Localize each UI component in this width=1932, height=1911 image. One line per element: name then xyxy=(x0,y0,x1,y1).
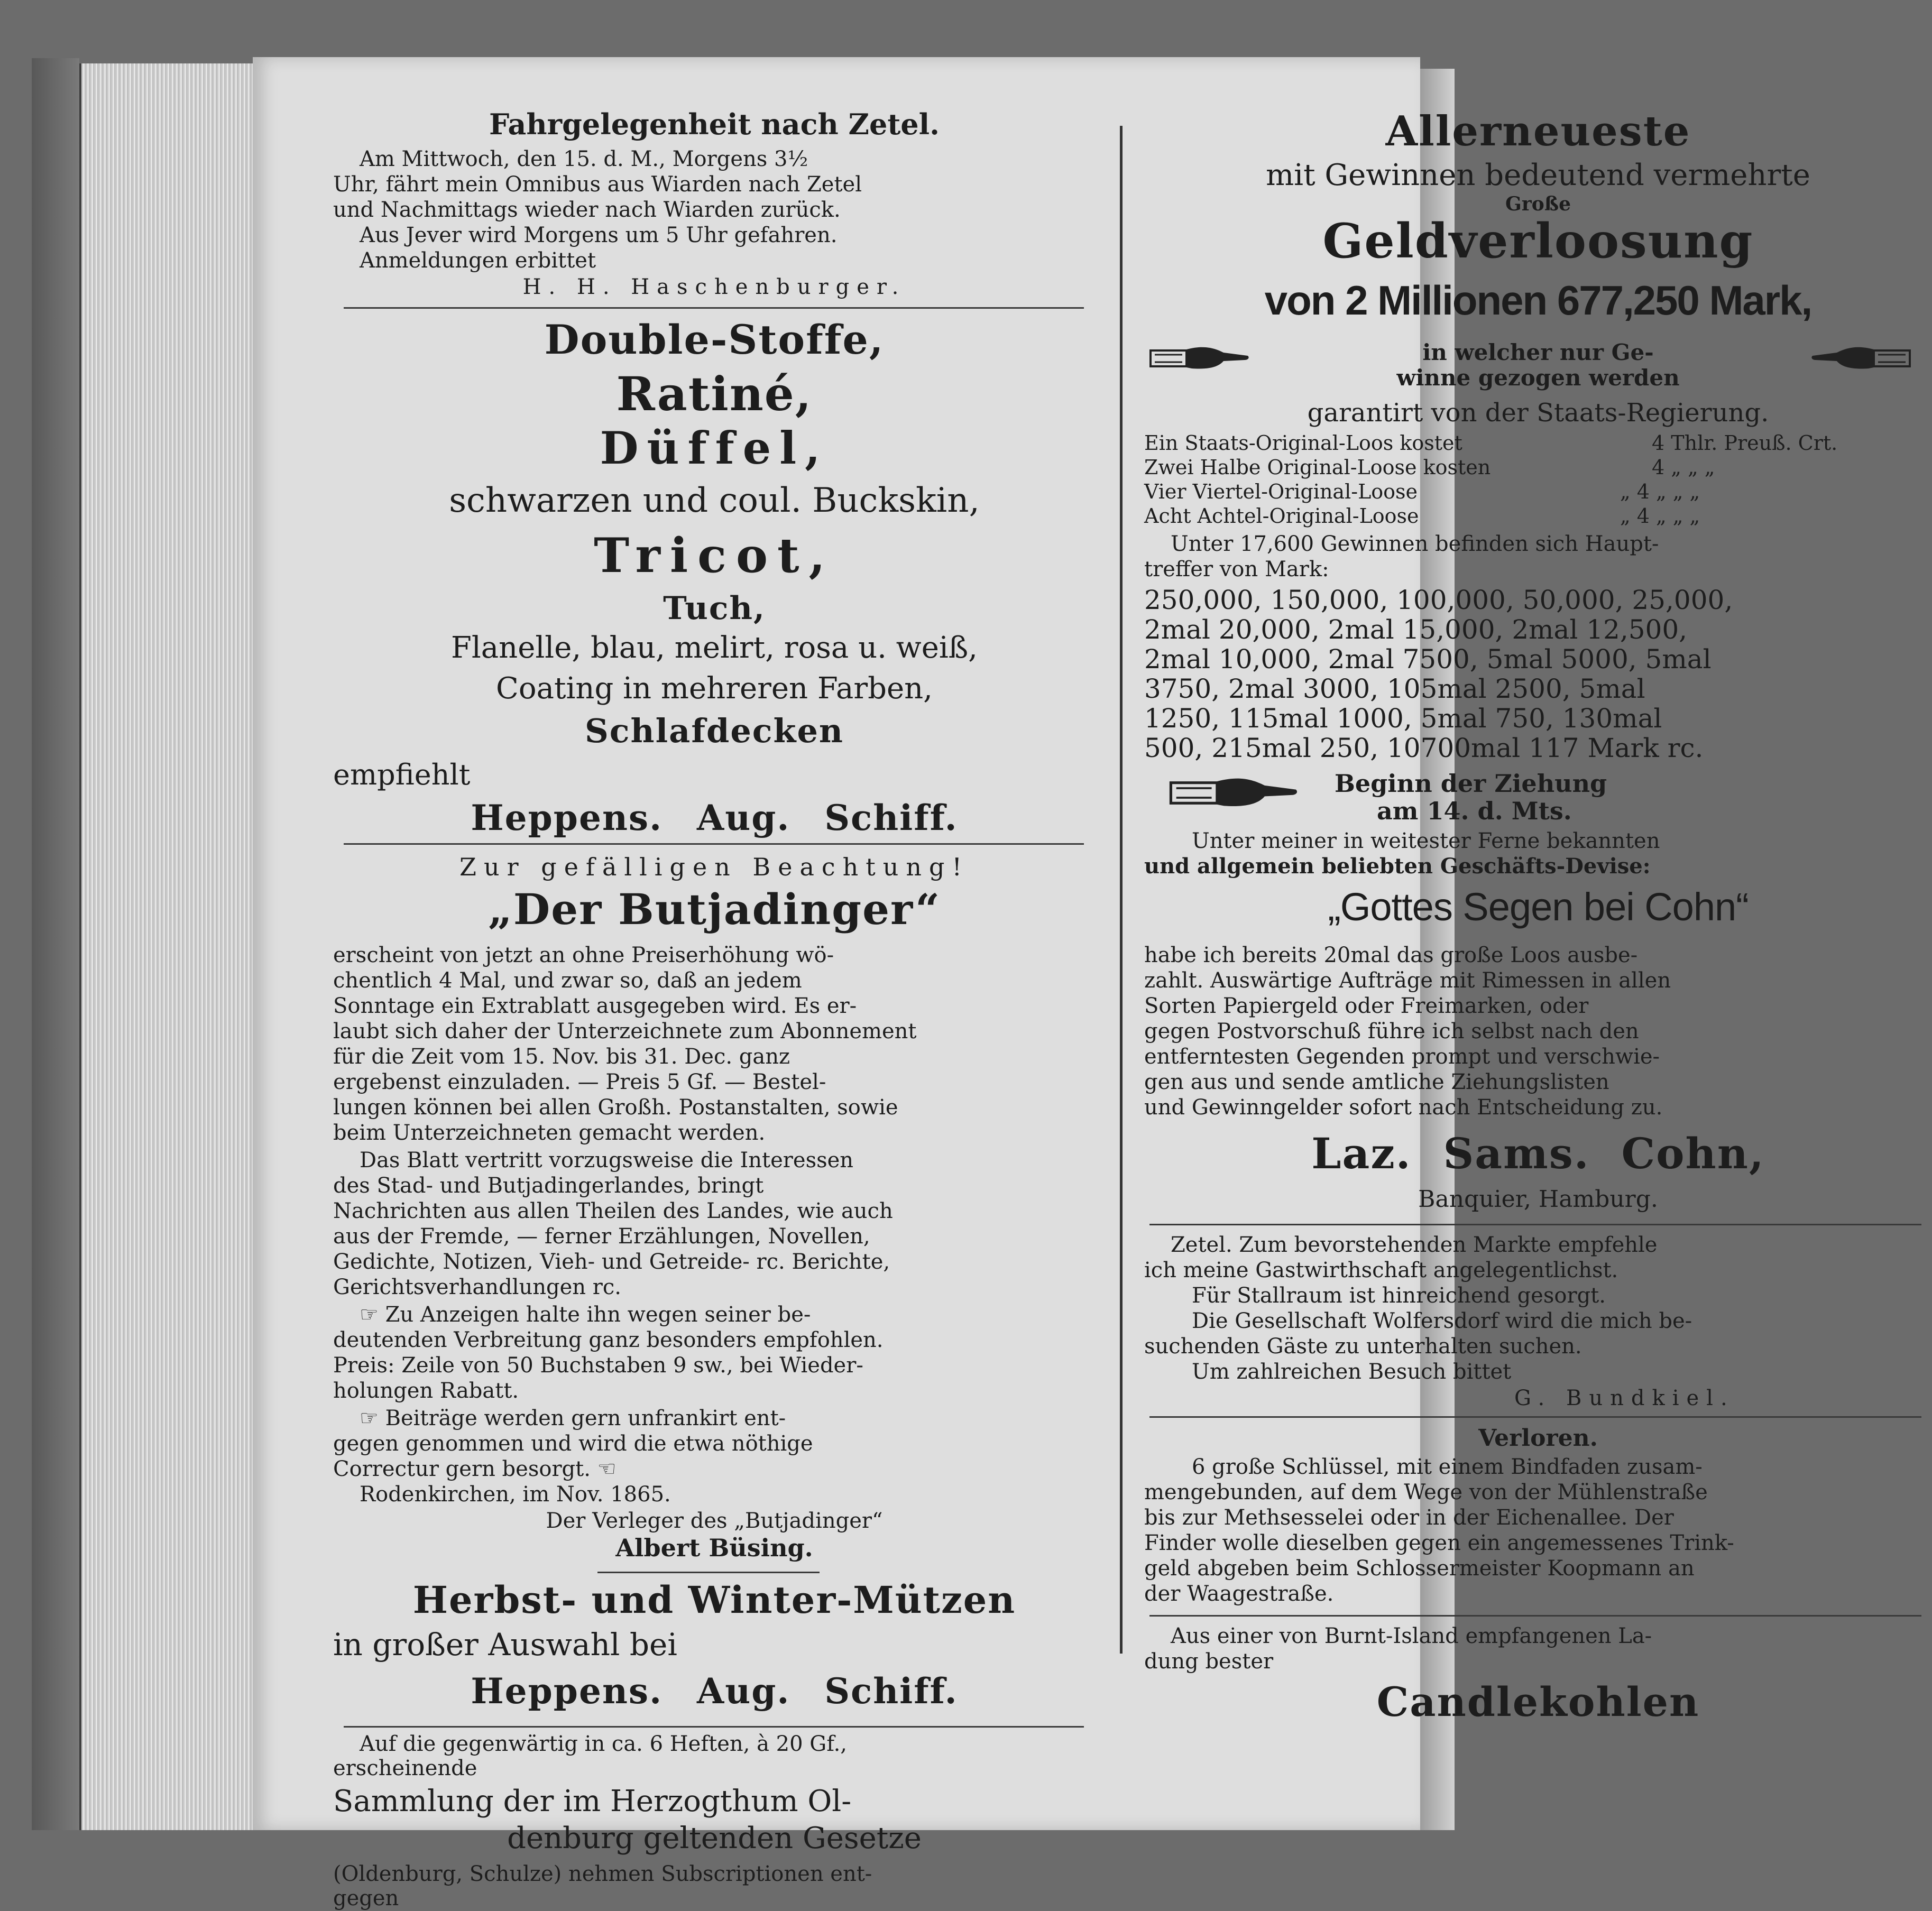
signature: Heppens. Aug. Schiff. xyxy=(471,797,958,838)
separator xyxy=(344,843,1084,845)
separator xyxy=(344,1726,1084,1728)
signature: Laz. Sams. Cohn, xyxy=(1311,1129,1765,1178)
ad-title: Fahrgelegenheit nach Zetel. xyxy=(489,107,940,141)
newspaper-page xyxy=(253,57,1838,1910)
newspaper-title: „Der Butjadinger“ xyxy=(487,884,941,934)
pointing-hand-right-icon xyxy=(1165,769,1303,817)
separator xyxy=(1149,1416,1921,1418)
signature: G. Bundkiel. xyxy=(1514,1386,1735,1410)
signature: Heppens. Aug. Schiff. xyxy=(471,1670,958,1712)
right-column: Allerneueste mit Gewinnen bedeutend vermehrte Große Geldverloosung von 2 Millionen 677,250 Mark, in welcher nur Ge- winne gezogen werden garantirt von der Staats-Regierung. Ein Staats-Original-Loos kostet 4 Thlr. Preuß. Crt. Zwei Halbe Original-Loose kosten 4 „ „ „ Vier Viertel-Original-Loose „ 4 „ „ „ Acht Achtel-Original-Loose „ 4 „ „ „ Unter 17,600 Gewinnen befinden sich Haupt- treffer von Mark: 250,000, 150,000, 100,000, 50,000, 25,000, 2mal 20,000, 2mal 15,000, 2mal 12,500, 2mal 10,000, 2mal 7500, 5mal 5000, 5mal 3750, 2mal 3000, 105mal 2500, 5mal 1250, 115mal 1000, 5mal 750, 130mal 500, 215mal 250, 10700mal 117 Mark rc. Beginn der Ziehung am 14. d. Mts. Unter meiner in weitester Ferne bekannten und allgemein beliebten Geschäfts-Devise: „Gottes Segen bei Cohn“ habe ich bereits 20mal das große Loos ausbe- zahlt. Auswärtige Aufträge mit Rimessen in allen Sorten Papiergeld oder Freimarken, oder gegen Postvorschuß führe ich selbst nach den entferntesten Gegenden prompt und verschwie- gen aus und sende amtliche Ziehungslisten und Gewinngelder sofort nach Entscheidung zu. Laz. Sams. Cohn, Banquier, Hamburg. Zetel. Zum bevorstehenden Markte empfehle ich meine Gastwirthschaft angelegentlichst. Für Stallraum ist hinreichend gesorgt. Die Gesellschaft Wolfersdorf wird die mich be- suchenden Gäste zu unterhalten suchen. Um zahlreichen Besuch bittet G. Bundkiel. Verloren. 6 große Schlüssel, mit einem Bindfaden zusam- mengebunden, auf dem Wege von der Mühlenstraße bis zur Methsesselei oder in der Eichenallee. Der Finder wolle dieselben gegen ein angemessenes Trink- geld abgeben beim Schlossermeister Koopmann an der Waagestraße. Aus einer von Burnt-Island empfangenen La- dung bester Candlekohlen xyxy=(1144,107,1932,1830)
motto: „Gottes Segen bei Cohn“ xyxy=(1328,885,1749,929)
page-edges xyxy=(79,63,256,1830)
separator xyxy=(1149,1615,1921,1617)
left-column: Fahrgelegenheit nach Zetel. Am Mittwoch, den 15. d. M., Morgens 3½ Uhr, fährt mein Omnibus aus Wiarden nach Zetel und Nachmittags wieder nach Wiarden zurück. Aus Jever wird Morgens um 5 Uhr gefahren. Anmeldungen erbittet H. H. Haschenburger. Double-Stoffe, Ratiné, Düffel, schwarzen und coul. Buckskin, Tricot, Tuch, Flanelle, blau, melirt, rosa u. weiß, Coating in mehreren Farben, Schlafdecken empfiehlt Heppens. Aug. Schiff. Zur gefälligen Beachtung! „Der Butjadinger“ erscheint von jetzt an ohne Preiserhöhung wö- chentlich 4 Mal, und zwar so, daß an jedem Sonntage ein Extrablatt ausgegeben wird. Es er- laubt sich daher der Unterzeichnete zum Abonnement für die Zeit vom 15. Nov. bis 31. Dec. ganz ergebenst einzuladen. — Preis 5 Gf. — Bestel- lungen können bei allen Großh. Postanstalten, sowie beim Unterzeichneten gemacht werden. Das Blatt vertritt vorzugsweise die Interessen des Stad- und Butjadingerlandes, bringt Nachrichten aus allen Theilen des Landes, wie auch aus der Fremde, — ferner Erzählungen, Novellen, Gedichte, Notizen, Vieh- und Getreide- rc. Berichte, Gerichtsverhandlungen rc. ☞ Zu Anzeigen halte ihn wegen seiner be- deutenden Verbreitung ganz besonders empfohlen. Preis: Zeile von 50 Buchstaben 9 sw., bei Wieder- holungen Rabatt. ☞ Beiträge werden gern unfrankirt ent- gegen genommen und wird die etwa nöthige Correctur gern besorgt. ☜ Rodenkirchen, im Nov. 1865. Der Verleger des „Butjadinger“ Albert Büsing. Herbst- und Winter-Mützen in großer Auswahl bei Heppens. Aug. Schiff. Auf die gegenwärtig in ca. 6 Heften, à 20 Gf., erscheinende Sammlung der im Herzogthum Ol- denburg geltenden Gesetze (Oldenburg, Schulze) nehmen Subscriptionen ent- gegen xyxy=(333,107,1096,1830)
signature: Albert Büsing. xyxy=(615,1534,813,1562)
separator xyxy=(1149,1224,1921,1225)
separator xyxy=(597,1572,820,1573)
signature: H. H. Haschenburger. xyxy=(522,275,906,299)
pointing-hand-left-icon xyxy=(1810,340,1911,377)
book-spine xyxy=(32,58,79,1830)
separator xyxy=(344,307,1084,309)
column-divider xyxy=(1120,126,1123,1654)
